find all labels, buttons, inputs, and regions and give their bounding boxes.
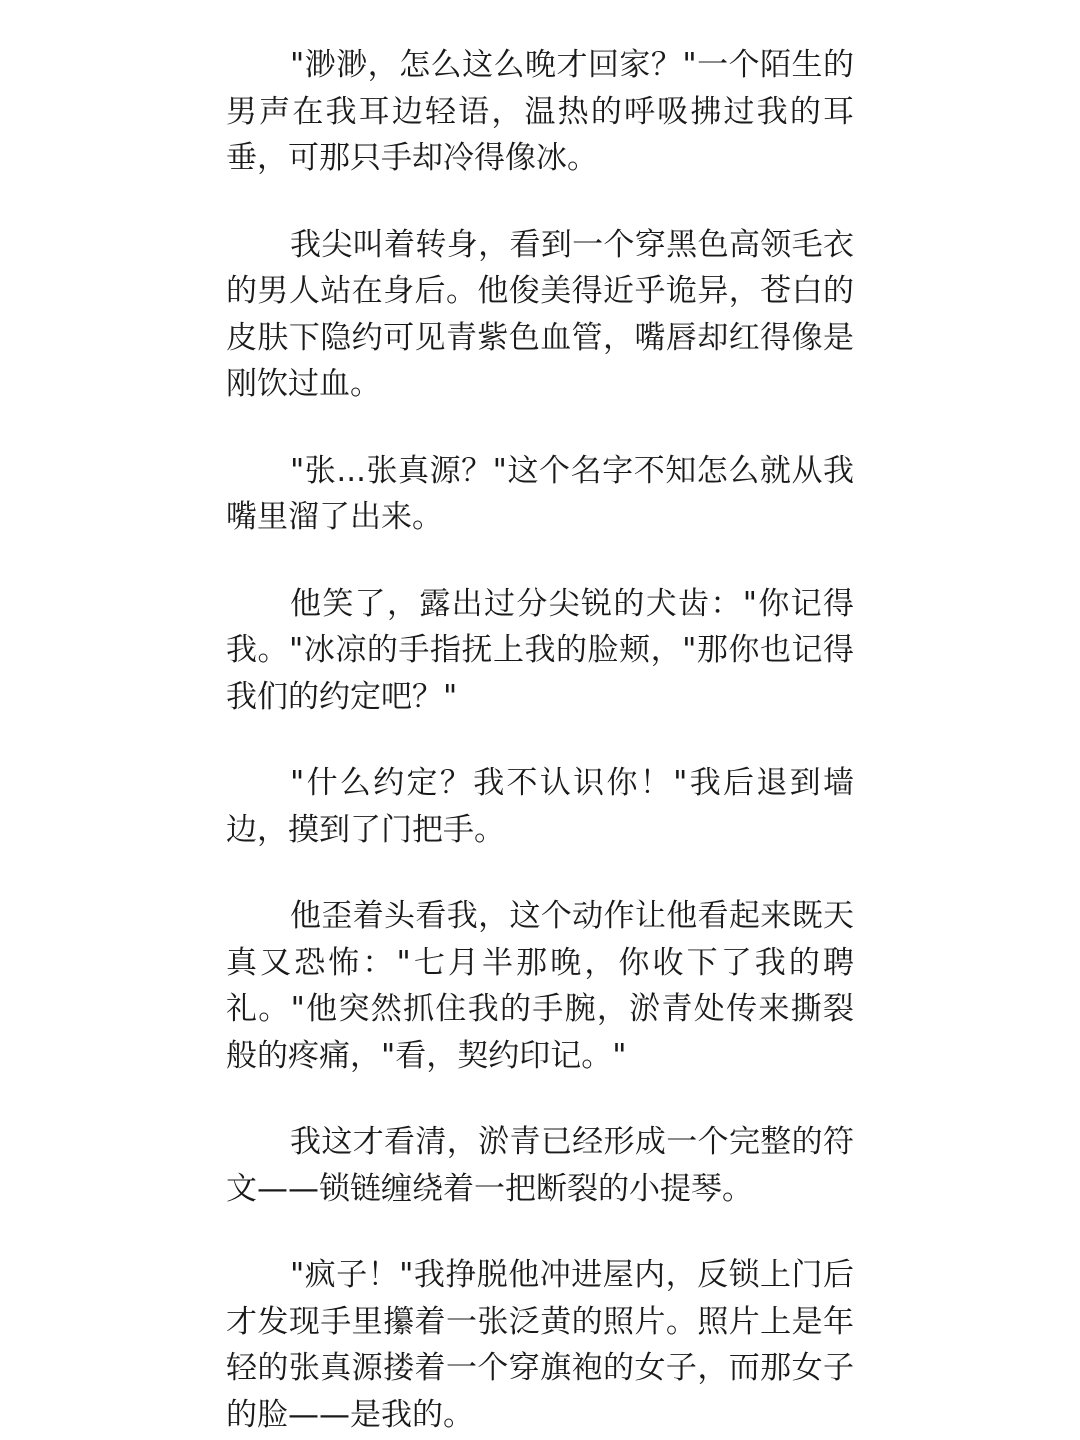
article-body [226, 42, 854, 1438]
paragraph-6: 他歪着头看我，这个动作让他看起来既天真又恐怖："七月半那晚，你收下了我的聘礼。"他突然抓住我的手腕，淤青处传来撕裂般的疼痛，"看，契约印记。" [226, 898, 854, 1074]
paragraph-2: 我尖叫着转身，看到一个穿黑色高领毛衣的男人站在身后。他俊美得近乎诡异，苍白的皮肤下隐约可见青紫色血管，嘴唇却红得像是刚饮过血。 [226, 226, 854, 402]
paragraph-4: 他笑了，露出过分尖锐的犬齿："你记得我。"冰凉的手指抚上我的脸颊，"那你也记得我们的约定吧？" [226, 585, 854, 715]
paragraph-8: "疯子！"我挣脱他冲进屋内，反锁上门后才发现手里攥着一张泛黄的照片。照片上是年轻的张真源搂着一个穿旗袍的女子，而那女子的脸——是我的。 [226, 1257, 854, 1433]
paragraph-1: "渺渺，怎么这么晚才回家？"一个陌生的男声在我耳边轻语，温热的呼吸拂过我的耳垂，可那只手却冷得像冰。 [226, 47, 854, 176]
paragraph-5: "什么约定？我不认识你！"我后退到墙边，摸到了门把手。 [226, 765, 854, 848]
paragraph-7: 我这才看清，淤青已经形成一个完整的符文——锁链缠绕着一把断裂的小提琴。 [226, 1124, 854, 1207]
paragraph-3: "张...张真源？"这个名字不知怎么就从我嘴里溜了出来。 [226, 452, 854, 535]
